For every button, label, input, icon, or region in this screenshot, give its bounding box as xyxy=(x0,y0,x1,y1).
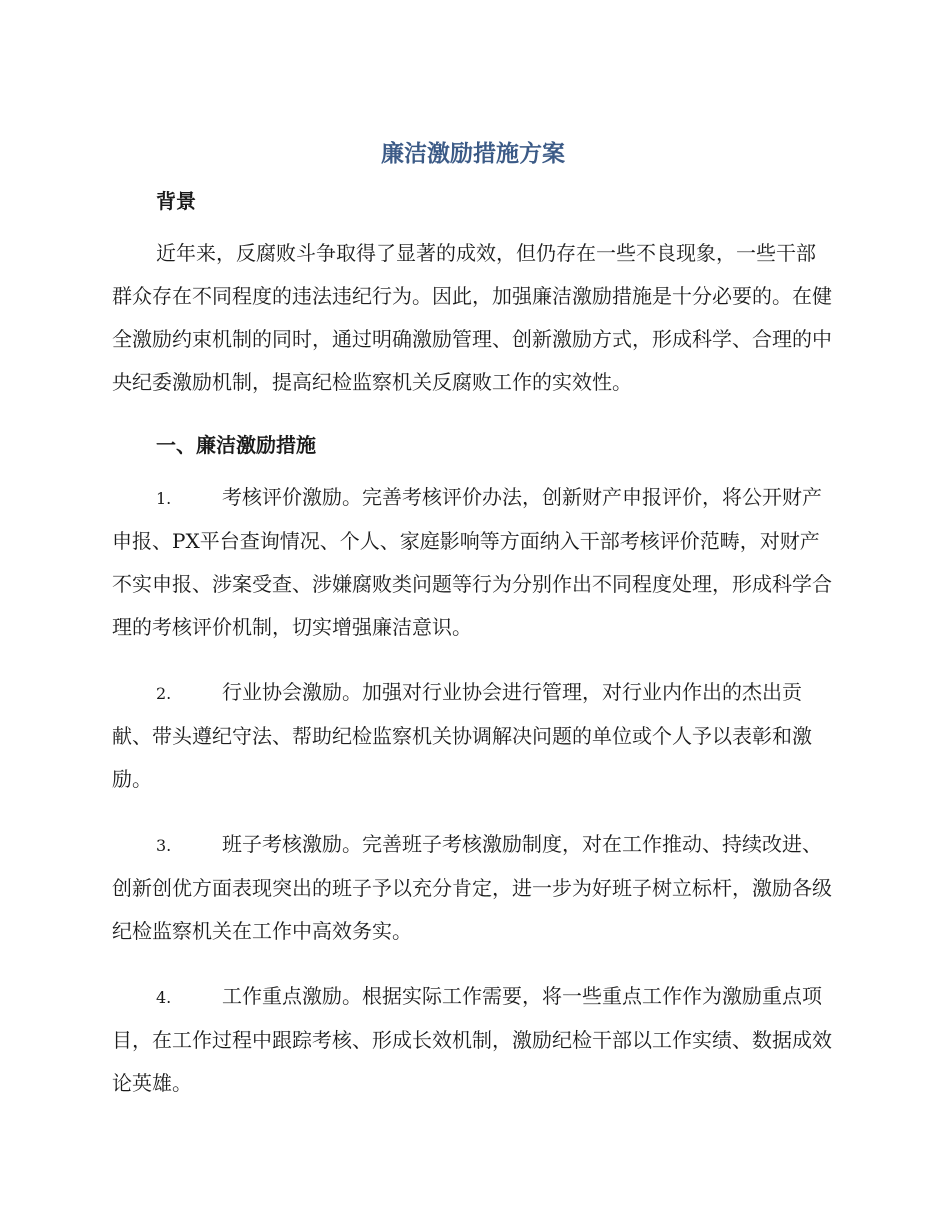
background-paragraph: 近年来，反腐败斗争取得了显著的成效，但仍存在一些不良现象，一些干部群众存在不同程度的违法违纪行为。因此，加强廉洁激励措施是十分必要的。在健全激励约束机制的同时，通过明确激励管理、创新激励方式，形成科学、合理的中央纪委激励机制，提高纪检监察机关反腐败工作的实效性。 xyxy=(112,240,832,394)
section-heading: 一、廉洁激励措施 xyxy=(156,432,316,457)
list-item xyxy=(112,671,834,801)
background-heading: 背景 xyxy=(156,188,196,213)
list-item-text: 考核评价激励。完善考核评价办法，创新财产申报评价，将公开财产申报、PX平台查询情况、个人、家庭影响等方面纳入干部考核评价范畴，对财产不实申报、涉案受查、涉嫌腐败类问题等行为分别作出不同程度处理，形成科学合理的考核评价机制，切实增强廉洁意识。 xyxy=(112,484,832,639)
list-item-text: 班子考核激励。完善班子考核激励制度，对在工作推动、持续改进、创新创优方面表现突出的班子予以充分肯定，进一步为好班子树立标杆，激励各级纪检监察机关在工作中高效务实。 xyxy=(112,831,832,943)
list-item-number: 1. xyxy=(156,488,172,508)
list-item-text: 工作重点激励。根据实际工作需要，将一些重点工作作为激励重点项目，在工作过程中跟踪考核、形成长效机制，激励纪检干部以工作实绩、数据成效论英雄。 xyxy=(112,983,832,1095)
list-item-text: 行业协会激励。加强对行业协会进行管理，对行业内作出的杰出贡献、带头遵纪守法、帮助纪检监察机关协调解决问题的单位或个人予以表彰和激励。 xyxy=(112,679,812,791)
list-item-number: 3. xyxy=(156,835,172,855)
list-item-number: 4. xyxy=(156,987,172,1007)
list-item xyxy=(112,476,834,649)
document-page xyxy=(112,140,834,1127)
list-item-number: 2. xyxy=(156,683,172,703)
list-item xyxy=(112,975,834,1105)
document-title: 廉洁激励措施方案 xyxy=(381,141,565,167)
list-item xyxy=(112,823,834,953)
